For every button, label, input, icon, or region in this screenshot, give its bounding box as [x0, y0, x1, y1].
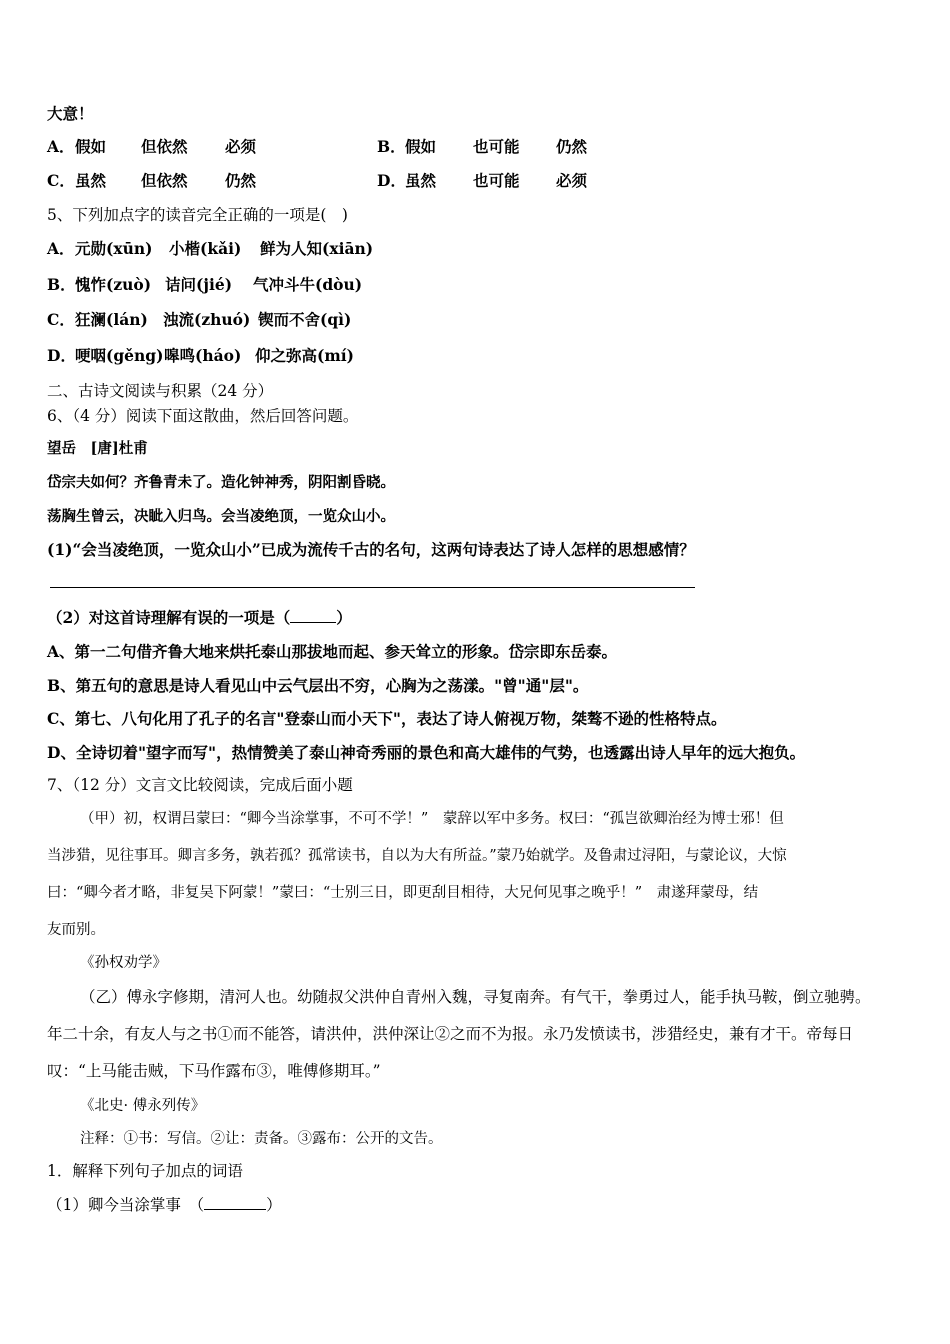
q7-sub1-item-text: （1）卿今当涂掌事 （	[47, 1196, 205, 1214]
q5-stem: 5、下列加点字的读音完全正确的一项是( )	[47, 206, 348, 224]
passage-yi-line: 年二十余，有友人与之书①而不能答，请洪仲，洪仲深让②之而不为报。永乃发愤读书，涉猎经史，兼有才干。帝每日	[47, 1025, 854, 1043]
option-word: 愧怍(zuò)	[75, 275, 152, 294]
passage-yi-line: 叹：“上马能击贼，下马作露布③，唯傅修期耳。”	[47, 1062, 381, 1080]
passage-jia-line: 友而别。	[47, 922, 105, 938]
option-word: 鲜为人知(xiān)	[260, 239, 374, 258]
passage-jia-line: （甲）初，权谓吕蒙曰：“卿今当涂掌事，不可不学！” 蒙辞以军中多务。权曰：“孤岂欲卿治经为博士邪！但	[80, 811, 784, 827]
option-word: 但依然	[141, 137, 188, 156]
answer-blank[interactable]	[290, 608, 336, 623]
q6-option-d[interactable]: D、全诗切着"望字而写"，热情赞美了泰山神奇秀丽的景色和高大雄伟的气势，也透露出诗人早年的远大抱负。	[47, 743, 806, 762]
option-label: D．	[377, 171, 406, 190]
option-word: 假如	[75, 137, 107, 156]
poem-line: 荡胸生曾云，决眦入归鸟。会当凌绝顶，一览众山小。	[47, 508, 395, 525]
option-word: 气冲斗牛(dòu)	[253, 275, 363, 294]
q6-sub2	[47, 608, 352, 628]
poem-title: 望岳 [唐]杜甫	[47, 440, 148, 457]
passage-yi-source: 《北史· 傅永列传》	[80, 1098, 206, 1114]
passage-jia-line: 曰：“卿今者才略，非复吴下阿蒙！”蒙曰：“士别三日，即更刮目相待，大兄何见事之晚乎！” 肃遂拜蒙母，结	[47, 885, 759, 901]
option-word: 嗥鸣(háo)	[164, 346, 242, 365]
q7-sub1-item	[47, 1195, 282, 1215]
option-label: A．	[47, 239, 75, 258]
passage-jia-source: 《孙权劝学》	[80, 955, 167, 971]
option-word: 也可能	[473, 171, 520, 190]
option-word: 但依然	[141, 171, 188, 190]
option-word: 必须	[225, 137, 257, 156]
q6-option-b[interactable]: B、第五句的意思是诗人看见山中云气层出不穷，心胸为之荡漾。"曾"通"层"。	[47, 676, 589, 695]
option-word: 仰之弥高(mí)	[255, 346, 354, 365]
option-word: 哽咽(gěng)	[75, 346, 164, 365]
option-word: 元勋(xūn)	[75, 239, 153, 258]
q6-sub2-text: （2）对这首诗理解有误的一项是（	[47, 608, 291, 627]
option-word: 仍然	[225, 171, 257, 190]
passage-jia-line: 当涉猎，见往事耳。卿言多务，孰若孤？孤常读书，自以为大有所益。”蒙乃始就学。及鲁肃过浔阳，与蒙论议，大惊	[47, 848, 787, 864]
option-label: D．	[47, 346, 76, 365]
answer-line[interactable]	[50, 587, 695, 588]
passage-yi-line: （乙）傅永字修期，清河人也。幼随叔父洪仲自青州入魏，寻复南奔。有气干，拳勇过人，能手执马鞍，倒立驰骋。	[80, 988, 871, 1006]
q4-tail: 大意！	[47, 104, 94, 123]
q7-stem: 7、（12 分）文言文比较阅读，完成后面小题	[47, 776, 353, 794]
q6-stem: 6、（4 分）阅读下面这散曲，然后回答问题。	[47, 407, 359, 425]
option-label: C．	[47, 310, 75, 329]
option-word: 也可能	[473, 137, 520, 156]
answer-blank[interactable]	[204, 1195, 266, 1210]
option-word: 小楷(kǎi)	[169, 239, 242, 258]
option-word: 假如	[405, 137, 437, 156]
q6-sub2-close: ）	[336, 608, 352, 627]
option-word: 虽然	[405, 171, 437, 190]
option-word: 狂澜(lán)	[75, 310, 148, 329]
q6-option-a[interactable]: A、第一二句借齐鲁大地来烘托泰山那拔地而起、参天耸立的形象。岱宗即东岳泰。	[47, 642, 618, 661]
option-word: 诘问(jié)	[165, 275, 233, 294]
option-word: 虽然	[75, 171, 107, 190]
option-label: C．	[47, 171, 75, 190]
option-word: 必须	[556, 171, 588, 190]
q7-sub1-item-close: ）	[266, 1196, 282, 1214]
option-word: 锲而不舍(qì)	[258, 310, 352, 329]
poem-line: 岱宗夫如何？齐鲁青未了。造化钟神秀，阴阳割昏晓。	[47, 474, 395, 491]
option-label: B．	[377, 137, 406, 156]
option-label: A．	[47, 137, 75, 156]
option-label: B．	[47, 275, 76, 294]
notes: 注释：①书：写信。②让：责备。③露布：公开的文告。	[80, 1131, 443, 1147]
q6-sub1: (1)“会当凌绝顶，一览众山小”已成为流传千古的名句，这两句诗表达了诗人怎样的思想感情？	[47, 540, 695, 559]
option-word: 仍然	[556, 137, 588, 156]
option-word: 浊流(zhuó)	[163, 310, 251, 329]
q6-option-c[interactable]: C、第七、八句化用了孔子的名言"登泰山而小天下"，表达了诗人俯视万物，桀骜不逊的性格特点。	[47, 709, 727, 728]
q7-sub1-title: 1．解释下列句子加点的词语	[47, 1162, 243, 1180]
section-heading: 二、古诗文阅读与积累（24 分）	[47, 382, 274, 400]
